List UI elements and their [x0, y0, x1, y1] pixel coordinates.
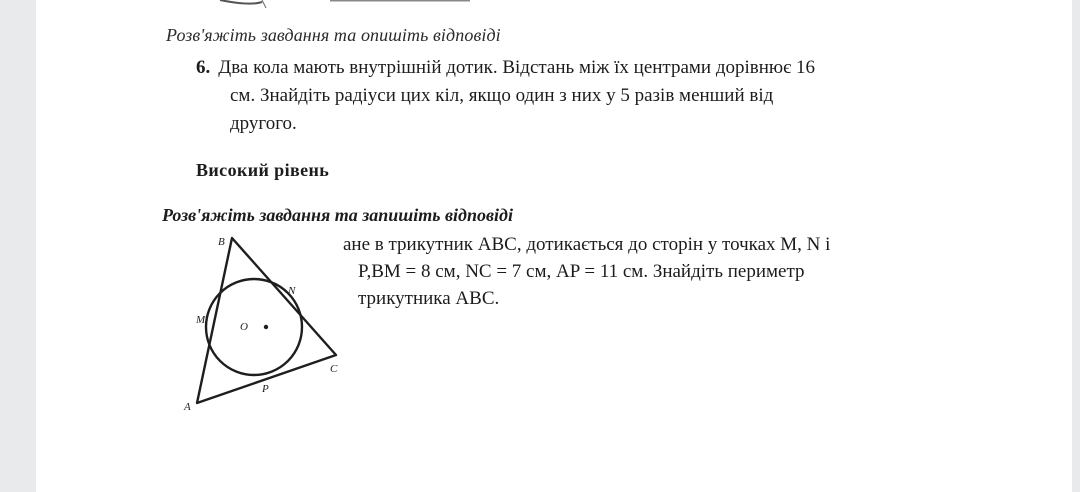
task-6 — [196, 54, 1036, 138]
task-6-number: 6. — [196, 57, 211, 78]
label-a: A — [184, 401, 191, 413]
task-line-2: P,BM = 8 см, NC = 7 см, AP = 11 см. Знайдіть периметр — [358, 261, 805, 282]
task-line-3: трикутника ABC. — [358, 288, 500, 309]
task-6-line-3: другого. — [230, 113, 297, 134]
page-right-margin — [1072, 0, 1080, 492]
label-c: C — [330, 363, 338, 375]
label-p: P — [262, 383, 269, 395]
task-6-line-1 — [196, 54, 1036, 82]
triangle-abc — [197, 238, 336, 403]
label-b: B — [218, 236, 225, 248]
label-m: M — [196, 314, 206, 326]
center-point — [264, 325, 268, 329]
label-n: N — [288, 285, 296, 297]
inscribed-circle-task — [343, 231, 1043, 312]
task-6-text-1: Два кола мають внутрішній дотик. Відстань між їх центрами дорівнює 16 — [218, 57, 816, 78]
section-instruction-write: Розв'яжіть завдання та запишіть відповіді — [162, 205, 513, 225]
section-instruction-describe: Розв'яжіть завдання та опишіть відповіді — [166, 25, 501, 45]
triangle-incircle-figure — [178, 228, 348, 418]
label-o: O — [240, 321, 248, 333]
task-line-1: ане в трикутник ABC, дотикається до сторін у точках M, N і — [343, 234, 831, 255]
task-6-line-2: см. Знайдіть радіуси цих кіл, якщо один з них у 5 разів менший від — [230, 85, 774, 106]
level-title: Високий рівень — [196, 160, 330, 180]
page-left-margin — [0, 0, 36, 492]
